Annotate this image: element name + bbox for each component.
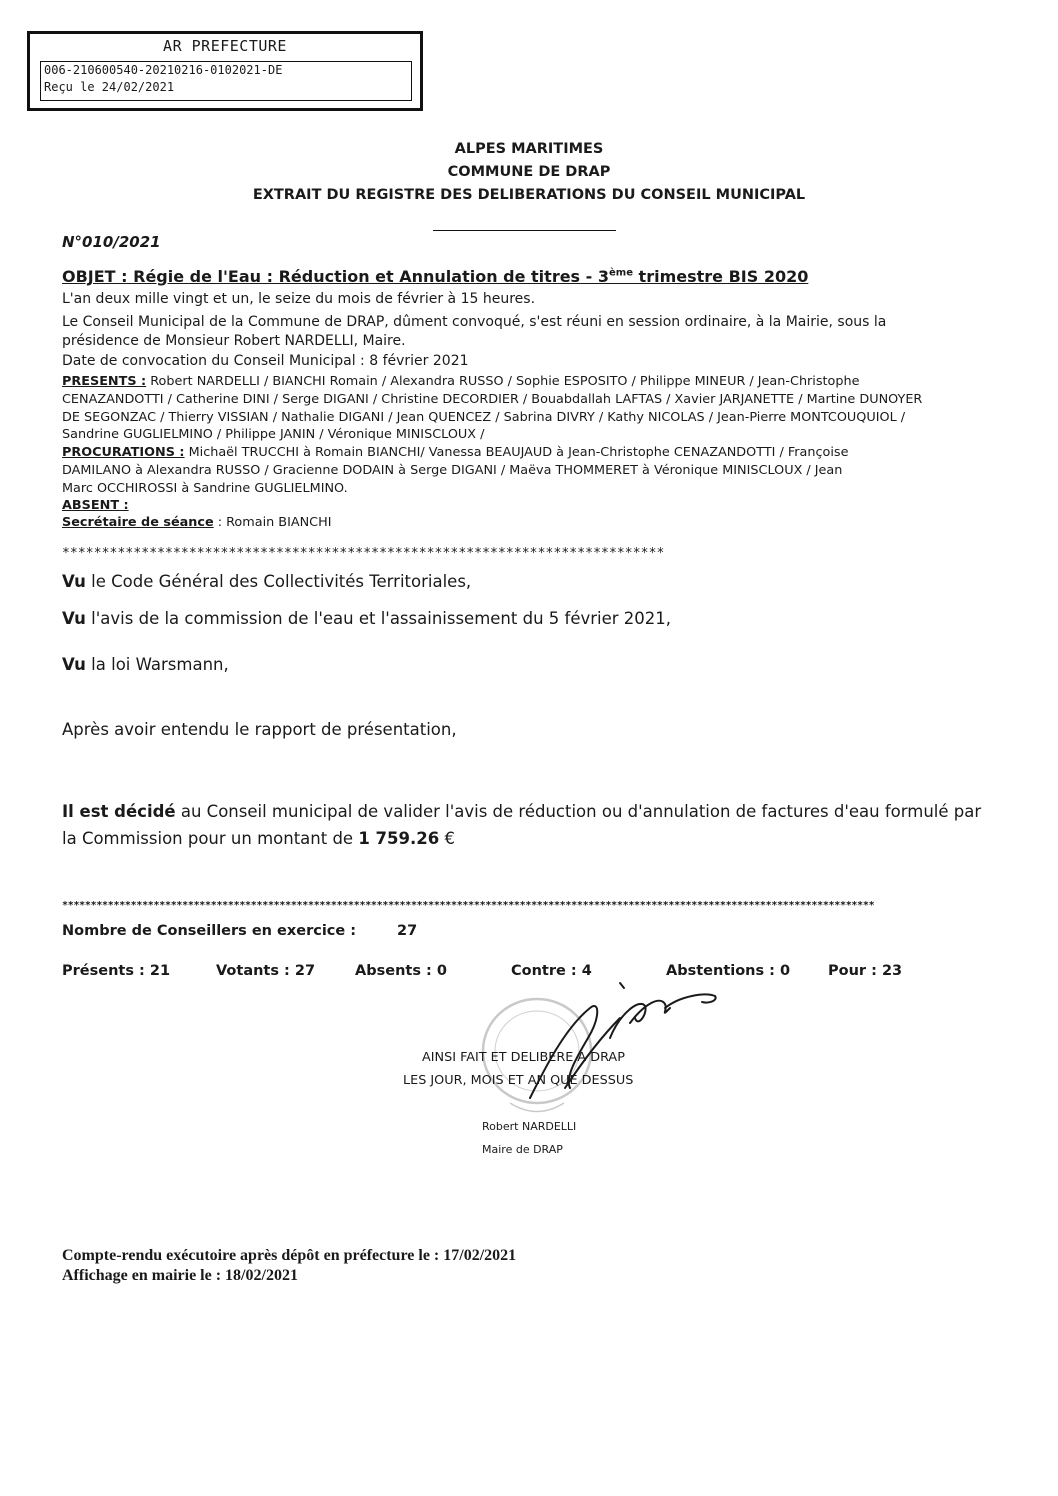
vu-3-text: la loi Warsmann, bbox=[85, 655, 229, 674]
intro-line-4: Date de convocation du Conseil Municipal : 8 février 2021 bbox=[62, 353, 469, 369]
count-abstentions: Abstentions : 0 bbox=[666, 963, 791, 979]
separator-stars-1: **************************************************************************** bbox=[62, 546, 665, 561]
presents-line-3: DE SEGONZAC / Thierry VISSIAN / Nathalie DIGANI / Jean QUENCEZ / Sabrina DIVRY / Kathy NICOLAS / Jean-Pierre MONTCOUQUIOL / bbox=[62, 410, 906, 425]
procurations-text-1: Michaël TRUCCHI à Romain BIANCHI/ Vanessa BEAUJAUD à Jean-Christophe CENAZANDOTTI / Françoise bbox=[184, 445, 849, 460]
decision-paragraph bbox=[62, 798, 992, 852]
prefecture-stamp bbox=[27, 31, 423, 111]
subject-main: OBJET : Régie de l'Eau : Réduction et Annulation de titres - 3 bbox=[62, 267, 609, 286]
signature-line-1: AINSI FAIT ET DELIBERE A DRAP bbox=[422, 1050, 625, 1065]
vu-line-1 bbox=[62, 572, 471, 591]
signatory-role: Maire de DRAP bbox=[482, 1143, 563, 1156]
vu-line-2 bbox=[62, 609, 671, 628]
absent-label: ABSENT : bbox=[62, 498, 129, 513]
apres-line: Après avoir entendu le rapport de présentation, bbox=[62, 720, 457, 739]
stamp-title: AR PREFECTURE bbox=[163, 37, 287, 55]
intro-line-1: L'an deux mille vingt et un, le seize du mois de février à 15 heures. bbox=[62, 291, 536, 307]
procurations-label: PROCURATIONS : bbox=[62, 445, 185, 460]
header-extract-title: EXTRAIT DU REGISTRE DES DELIBERATIONS DU CONSEIL MUNICIPAL bbox=[252, 187, 806, 203]
header-department: ALPES MARITIMES bbox=[454, 141, 604, 157]
procurations-line-3: Marc OCCHIROSSI à Sandrine GUGLIELMINO. bbox=[62, 481, 348, 496]
conseillers-exercice-label: Nombre de Conseillers en exercice : bbox=[62, 923, 357, 939]
intro-line-2: Le Conseil Municipal de la Commune de DRAP, dûment convoqué, s'est réuni en session ordinaire, à la Mairie, sous la bbox=[62, 314, 887, 330]
conseillers-exercice-value: 27 bbox=[397, 923, 418, 939]
header-commune: COMMUNE DE DRAP bbox=[447, 164, 611, 180]
presents-text-1: Robert NARDELLI / BIANCHI Romain / Alexandra RUSSO / Sophie ESPOSITO / Philippe MINEUR / Jean-Christophe bbox=[146, 374, 860, 389]
vu-2-bold: Vu bbox=[62, 609, 86, 628]
footer-affichage: Affichage en mairie le : 18/02/2021 bbox=[62, 1267, 298, 1284]
footer-executoire: Compte-rendu exécutoire après dépôt en préfecture le : 17/02/2021 bbox=[62, 1247, 517, 1264]
header-divider bbox=[433, 230, 616, 231]
secretary-value: : Romain BIANCHI bbox=[213, 515, 332, 530]
signature-line-2: LES JOUR, MOIS ET AN QUE DESSUS bbox=[403, 1073, 634, 1088]
decision-currency: € bbox=[439, 829, 455, 848]
decision-text: au Conseil municipal de valider l'avis de réduction ou d'annulation de factures d'eau formulé par la Commission pour un montant de bbox=[62, 802, 982, 848]
deliberation-subject bbox=[62, 267, 808, 286]
signatory-name: Robert NARDELLI bbox=[482, 1120, 577, 1133]
stamp-received-date: Reçu le 24/02/2021 bbox=[44, 80, 175, 94]
count-presents: Présents : 21 bbox=[62, 963, 171, 979]
intro-line-3: présidence de Monsieur Robert NARDELLI, Maire. bbox=[62, 333, 406, 349]
absent-line bbox=[62, 497, 129, 515]
presents-label: PRESENTS : bbox=[62, 374, 147, 389]
procurations-line-2: DAMILANO à Alexandra RUSSO / Gracienne DODAIN à Serge DIGANI / Maëva THOMMERET à Véronique MINISCLOUX / Jean bbox=[62, 463, 843, 478]
vu-3-bold: Vu bbox=[62, 655, 86, 674]
vu-1-bold: Vu bbox=[62, 572, 86, 591]
presents-line-1 bbox=[62, 373, 860, 391]
separator-stars-2: ********************************************************************************************************************************************** bbox=[62, 900, 875, 911]
presents-line-2: CENAZANDOTTI / Catherine DINI / Serge DIGANI / Christine DECORDIER / Bouabdallah LAFTAS / Xavier JARJANETTE / Martine DUNOYER bbox=[62, 392, 923, 407]
vu-1-text: le Code Général des Collectivités Territoriales, bbox=[85, 572, 472, 591]
count-absents: Absents : 0 bbox=[355, 963, 447, 979]
subject-end: trimestre BIS 2020 bbox=[632, 267, 809, 286]
secretary-label: Secrétaire de séance bbox=[62, 515, 214, 530]
procurations-line-1 bbox=[62, 444, 848, 462]
count-pour: Pour : 23 bbox=[828, 963, 903, 979]
decision-bold: Il est décidé bbox=[62, 802, 176, 821]
secretary-line bbox=[62, 514, 332, 532]
count-contre: Contre : 4 bbox=[511, 963, 592, 979]
stamp-details bbox=[40, 61, 412, 101]
count-votants: Votants : 27 bbox=[216, 963, 316, 979]
vu-2-text: l'avis de la commission de l'eau et l'assainissement du 5 février 2021, bbox=[85, 609, 672, 628]
vu-line-3 bbox=[62, 655, 229, 674]
presents-line-4: Sandrine GUGLIELMINO / Philippe JANIN / Véronique MINISCLOUX / bbox=[62, 427, 485, 442]
stamp-reference: 006-210600540-20210216-0102021-DE bbox=[44, 63, 283, 77]
deliberation-number: N°010/2021 bbox=[62, 233, 161, 251]
decision-amount: 1 759.26 bbox=[358, 829, 440, 848]
subject-superscript: ème bbox=[609, 267, 633, 279]
